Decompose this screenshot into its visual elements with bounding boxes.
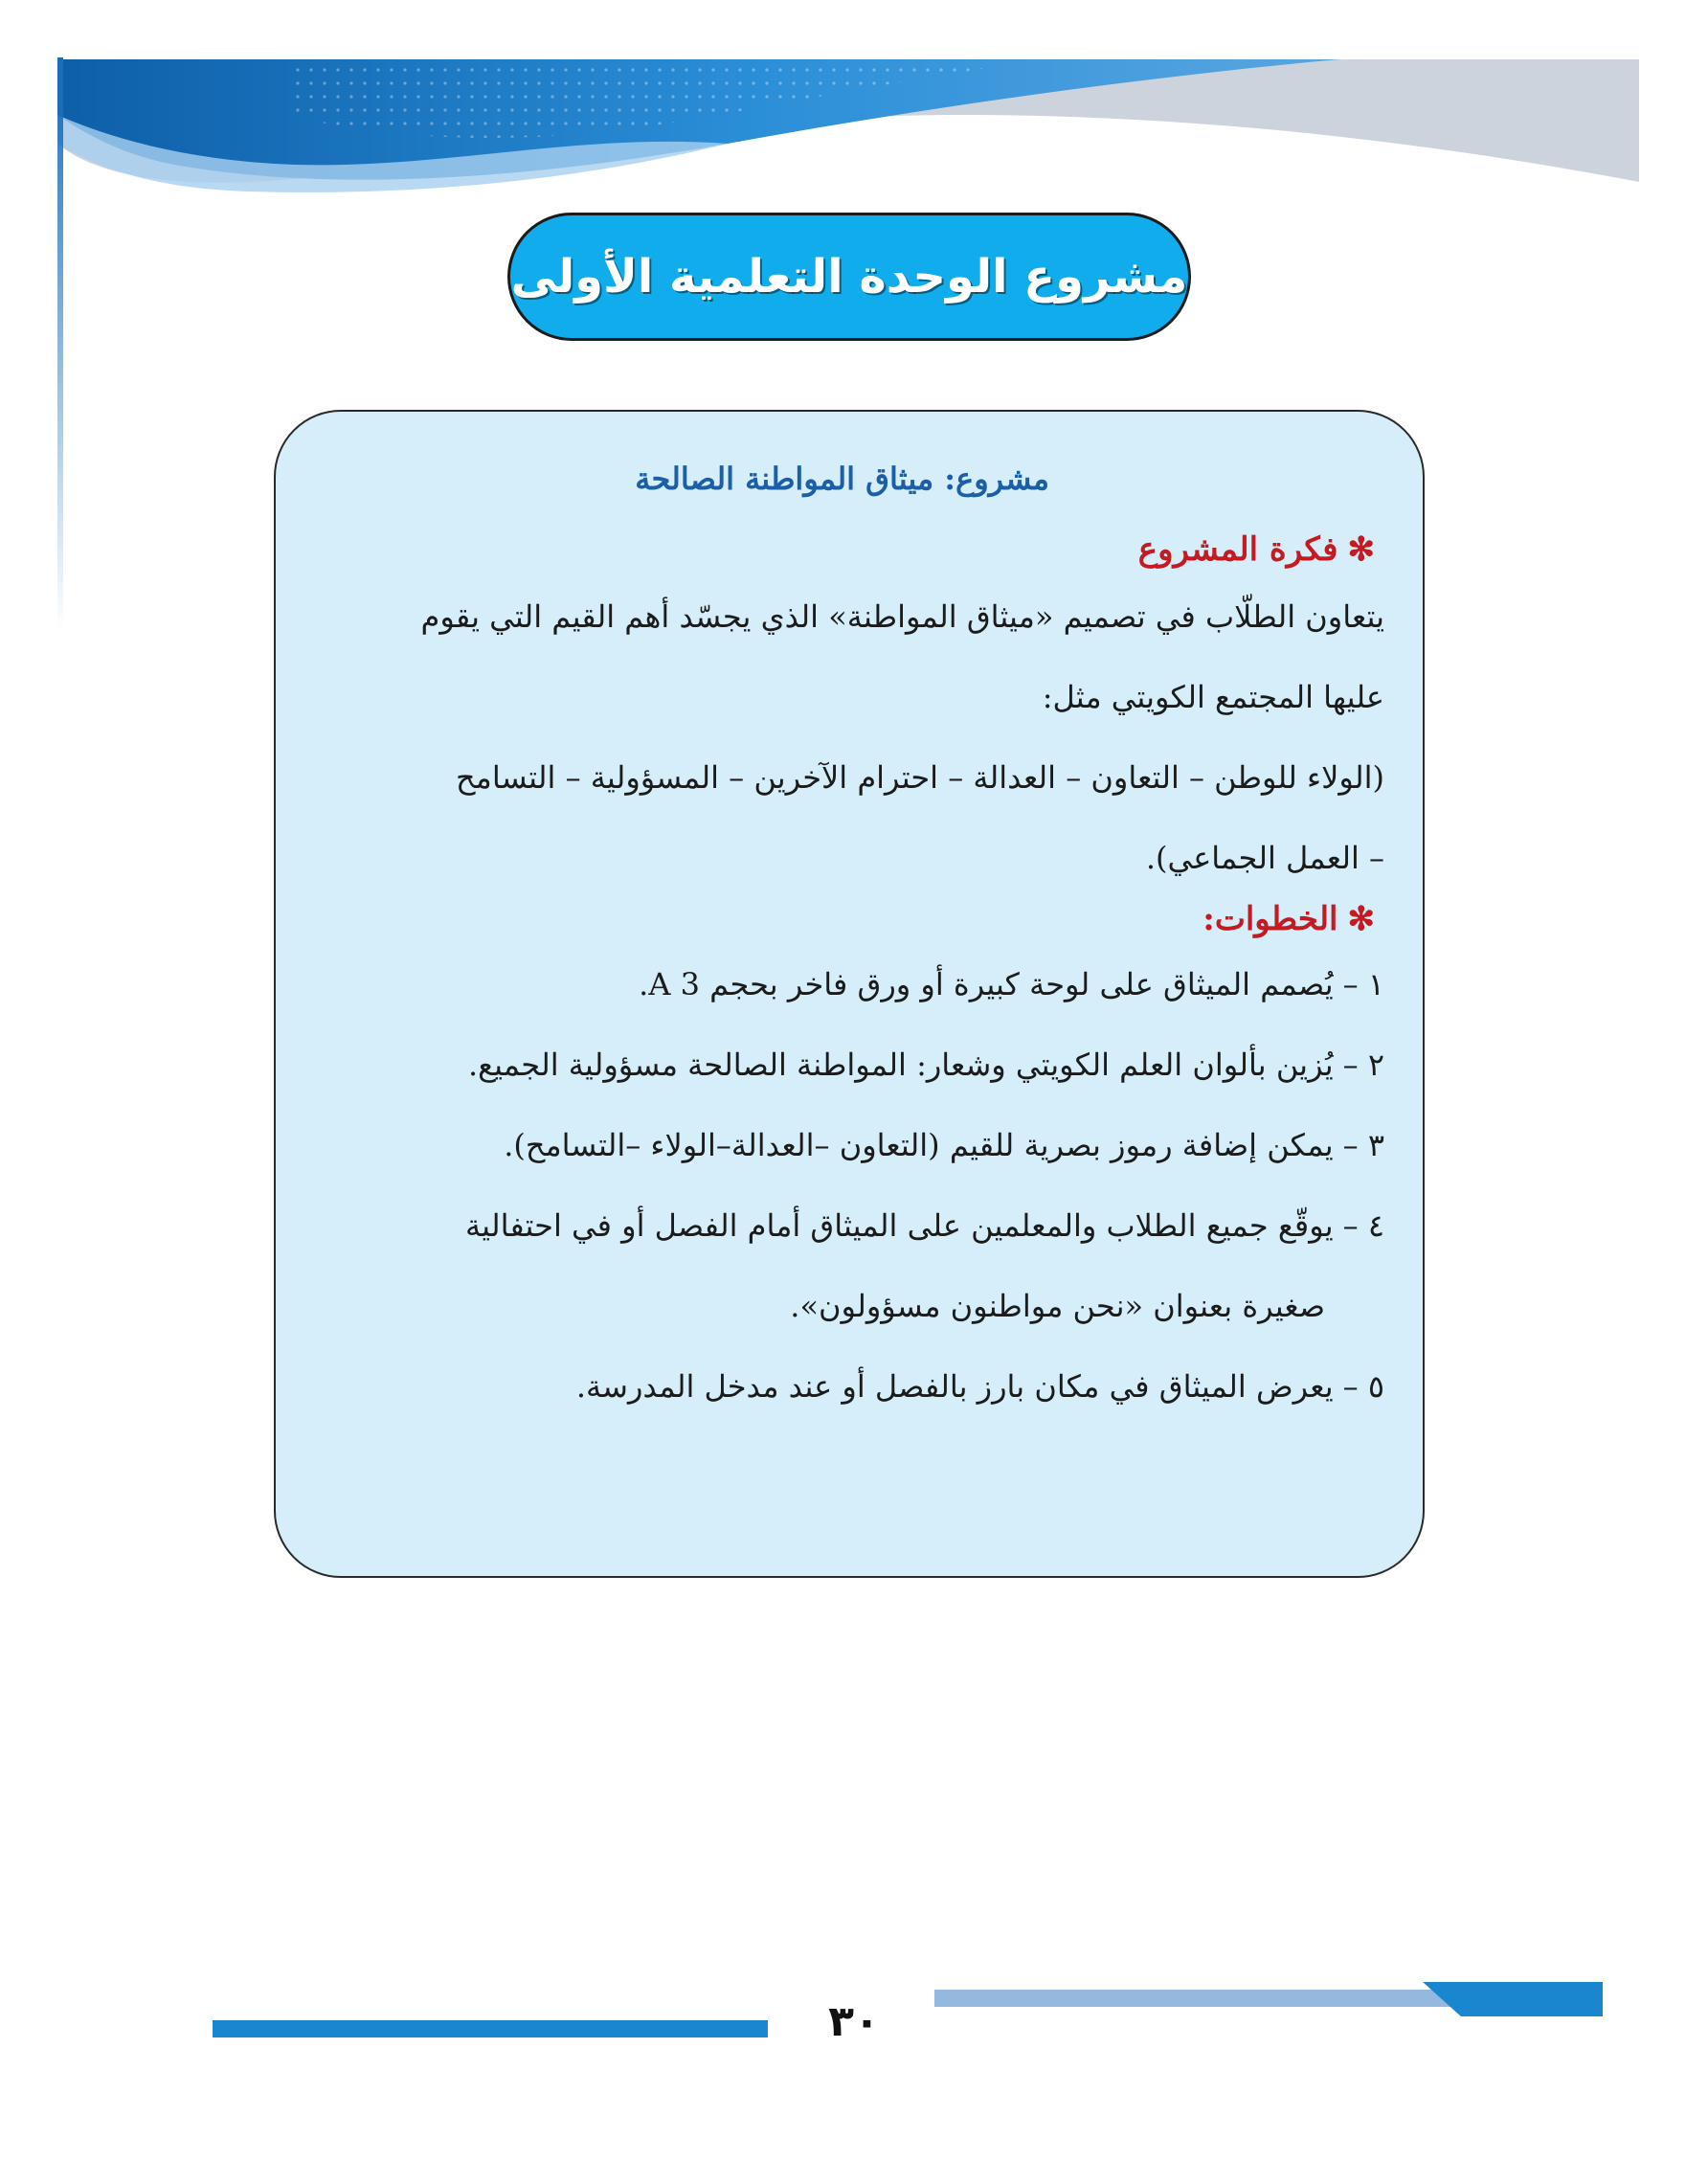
step-text: يُزين بألوان العلم الكويتي وشعار: المواطنة الصالحة مسؤولية الجميع. (467, 1047, 1334, 1083)
idea-line: يتعاون الطلّاب في تصميم «ميثاق المواطنة» الذي يجسّد أهم القيم التي يقوم (420, 598, 1384, 635)
steps-heading-label: الخطوات: (1202, 900, 1338, 938)
left-edge-line (57, 57, 63, 632)
step-number: ٣ – (1342, 1127, 1384, 1163)
project-title: مشروع: ميثاق المواطنة الصالحة (635, 461, 1049, 497)
idea-heading (314, 529, 1375, 571)
steps-list (314, 944, 1384, 1427)
page-number: ٣٠ (828, 1997, 880, 2046)
step-item (314, 1185, 1384, 1346)
project-content-box (274, 410, 1425, 1578)
step-text: يعرض الميثاق في مكان بارز بالفصل أو عند مدخل المدرسة. (575, 1368, 1334, 1405)
step-number: ٢ – (1342, 1047, 1384, 1083)
unit-project-title: مشروع الوحدة التعلمية الأولى (510, 250, 1188, 304)
step-number: ٥ – (1342, 1368, 1384, 1405)
step-item (314, 944, 1384, 1024)
idea-paragraph (314, 576, 1384, 898)
idea-line: – العمل الجماعي). (1145, 840, 1384, 876)
header-wave-decoration (0, 0, 1708, 230)
step-number: ١ – (1342, 966, 1384, 1002)
asterisk-icon: ✻ (1347, 530, 1375, 569)
step-text: يمكن إضافة رموز بصرية للقيم (التعاون –العدالة–الولاء –التسامح). (504, 1127, 1334, 1163)
idea-heading-label: فكرة المشروع (1137, 530, 1338, 569)
step-number: ٤ – (1342, 1207, 1384, 1244)
unit-project-title-banner (507, 213, 1191, 341)
idea-line: عليها المجتمع الكويتي مثل: (1042, 679, 1384, 715)
step-text: يوقّع جميع الطلاب والمعلمين على الميثاق أمام الفصل أو في احتفالية (465, 1207, 1334, 1244)
footer-tab-decoration (1423, 1982, 1603, 2016)
step-item (314, 1346, 1384, 1427)
step-item (314, 1105, 1384, 1185)
step-item (314, 1024, 1384, 1105)
step-continuation: صغيرة بعنوان «نحن مواطنون مسؤولون». (790, 1288, 1325, 1324)
idea-line: (الولاء للوطن – التعاون – العدالة – احترام الآخرين – المسؤولية – التسامح (456, 759, 1384, 796)
footer-bar-left (213, 2020, 768, 2037)
asterisk-icon: ✻ (1347, 900, 1375, 938)
steps-heading (314, 898, 1375, 940)
step-text: يُصمم الميثاق على لوحة كبيرة أو ورق فاخر بحجم A 3. (639, 966, 1334, 1002)
